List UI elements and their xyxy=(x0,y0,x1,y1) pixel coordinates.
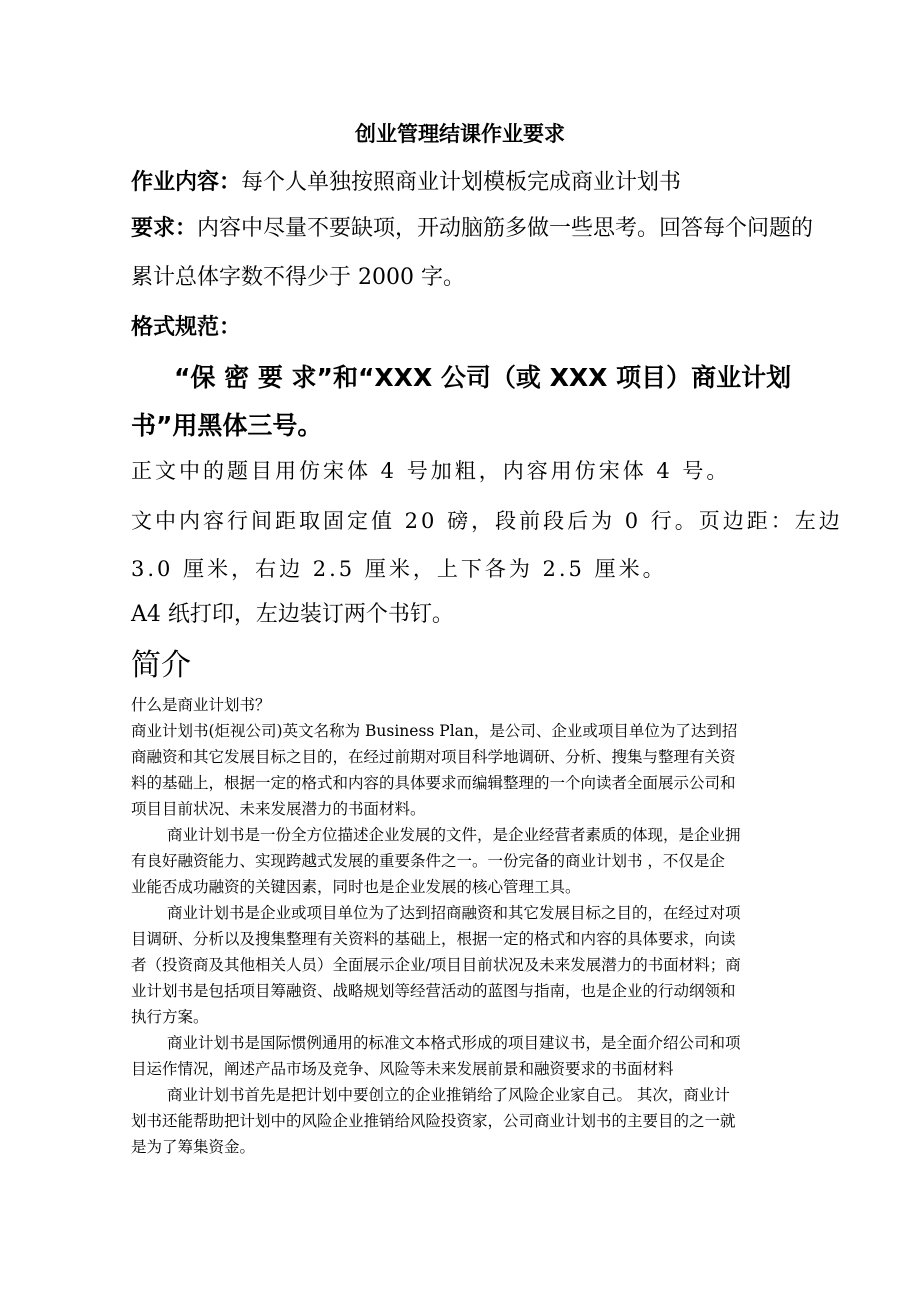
format-line-1: “保 密 要 求”和“XXX 公司（或 XXX 项目）商业计划 xyxy=(174,363,792,392)
intro-p2-line-3: 业能否成功融资的关键因素，同时也是企业发展的核心管理工具。 xyxy=(131,878,581,896)
document-title: 创业管理结课作业要求 xyxy=(355,122,565,146)
intro-p3-line-1: 商业计划书是企业或项目单位为了达到招商融资和其它发展目标之目的，在经过对项 xyxy=(167,904,741,922)
intro-p4-line-2: 目运作情况，阐述产品市场及竞争、风险等未来发展前景和融资要求的书面材料 xyxy=(131,1060,674,1078)
assignment-content-label: 作业内容： xyxy=(131,170,242,195)
spacing-line-2: 3.0 厘米，右边 2.5 厘米，上下各为 2.5 厘米。 xyxy=(131,557,667,581)
intro-paragraph-1 xyxy=(131,718,813,822)
intro-p1-line-2: 商融资和其它发展目标之目的，在经过前期对项目科学地调研、分析、搜集与整理有关资 xyxy=(131,748,736,766)
print-rule: A4 纸打印，左边装订两个书钉。 xyxy=(131,602,454,627)
intro-p3-line-3: 者（投资商及其他相关人员）全面展示企业/项目目前状况及未来发展潜力的书面材料；商 xyxy=(131,956,741,974)
requirement-text-1: 内容中尽量不要缺项，开动脑筋多做一些思考。回答每个问题的 xyxy=(197,216,814,241)
intro-paragraph-2 xyxy=(131,822,813,900)
intro-p5-line-3: 是为了筹集资金。 xyxy=(131,1138,256,1156)
requirement-label: 要求： xyxy=(131,216,198,241)
format-label: 格式规范： xyxy=(131,315,242,340)
body-font-rule: 正文中的题目用仿宋体 4 号加粗，内容用仿宋体 4 号。 xyxy=(131,459,731,483)
section-heading-intro: 简介 xyxy=(131,648,191,683)
assignment-content-text: 每个人单独按照商业计划模板完成商业计划书 xyxy=(241,170,682,195)
intro-p1-line-3: 料的基础上，根据一定的格式和内容的具体要求而编辑整理的一个向读者全面展示公司和 xyxy=(131,774,736,792)
intro-p3-line-5: 执行方案。 xyxy=(131,1008,209,1026)
intro-p1-line-4: 项目目前状况、未来发展潜力的书面材料。 xyxy=(131,800,426,818)
intro-question: 什么是商业计划书？ xyxy=(131,696,271,714)
requirement-line-2: 累计总体字数不得少于 2000 字。 xyxy=(131,265,465,290)
intro-paragraph-4 xyxy=(131,1030,813,1082)
intro-p5-line-2: 划书还能帮助把计划中的风险企业推销给风险投资家，公司商业计划书的主要目的之一就 xyxy=(131,1112,736,1130)
intro-section xyxy=(131,692,813,1160)
intro-p2-line-1: 商业计划书是一份全方位描述企业发展的文件，是企业经营者素质的体现，是企业拥 xyxy=(167,826,741,844)
intro-paragraph-5 xyxy=(131,1082,813,1160)
spacing-line-1: 文中内容行间距取固定值 20 磅，段前段后为 0 行。页边距：左边 xyxy=(131,509,843,533)
intro-p3-line-2: 目调研、分析以及搜集整理有关资料的基础上，根据一定的格式和内容的具体要求，向读 xyxy=(131,930,736,948)
intro-p1-line-1: 商业计划书(炬视公司)英文名称为 Business Plan，是公司、企业或项目单位为了达到招 xyxy=(131,722,738,740)
intro-p4-line-1: 商业计划书是国际惯例通用的标准文本格式形成的项目建议书，是全面介绍公司和项 xyxy=(167,1034,741,1052)
requirement-line-1 xyxy=(131,214,814,244)
format-line-2: 书”用黑体三号。 xyxy=(131,411,323,440)
intro-paragraph-3 xyxy=(131,900,813,1030)
intro-p5-line-1: 商业计划书首先是把计划中要创立的企业推销给了风险企业家自己。 其次，商业计 xyxy=(167,1086,730,1104)
intro-p3-line-4: 业计划书是包括项目筹融资、战略规划等经营活动的蓝图与指南，也是企业的行动纲领和 xyxy=(131,982,736,1000)
intro-p2-line-2: 有良好融资能力、实现跨越式发展的重要条件之一。一份完备的商业计划书 ，不仅是企 xyxy=(131,852,725,870)
assignment-content-line xyxy=(131,168,811,198)
